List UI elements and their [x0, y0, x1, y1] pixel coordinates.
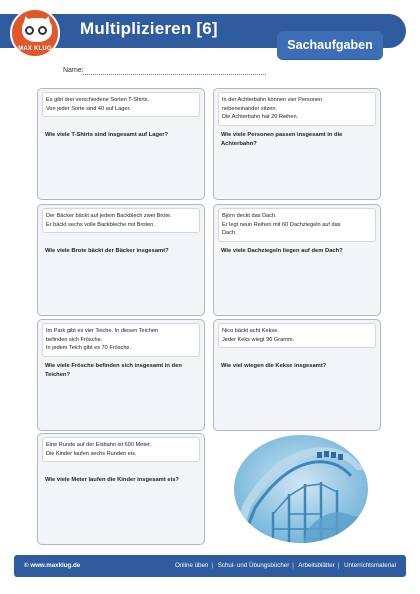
task-question: Wie viele Dachziegeln liegen auf dem Dach?: [221, 248, 343, 254]
task-card-6: [213, 319, 381, 431]
task-text-line: nebeneinander sitzen.: [222, 105, 278, 112]
task-text-line: Die Achterbahn hat 20 Reihen.: [222, 114, 299, 121]
max-klug-logo: [10, 8, 60, 58]
category-badge: Sachaufgaben: [277, 31, 383, 59]
task-text-box: [218, 323, 376, 348]
task-text-line: Nico bäckt acht Kekse.: [222, 328, 279, 334]
task-text-line: Die Kinder laufen sechs Runden eis.: [46, 450, 137, 457]
task-text-line: Der Bäcker bäckt auf jedem Backblech zwei Brote.: [46, 213, 172, 219]
task-card-7: [37, 433, 205, 545]
task-question: Wie viele Meter laufen die Kinder insgesamt eis?: [45, 477, 179, 483]
logo-glasses-right: [38, 26, 47, 35]
task-text-line: Er legt neun Reihen mit 60 Dachziegeln auf das: [222, 221, 341, 228]
task-text-line: Eine Runde auf der Eisbahn ist 600 Meter.: [46, 442, 152, 448]
task-text-line: In jedem Teich gibt es 70 Frösche.: [46, 345, 132, 352]
logo-text: MAX KLUG: [18, 46, 52, 52]
name-input-line[interactable]: [83, 74, 266, 75]
footer-copyright[interactable]: © www.maxklug.de: [24, 562, 81, 569]
task-text-line: Björn deckt das Dach.: [222, 213, 277, 219]
task-question: Wie viel wiegen die Kekse insgesamt?: [221, 363, 327, 369]
task-text-box: [218, 208, 376, 242]
task-text-line: Jeder Keks wiegt 90 Gramm.: [222, 336, 295, 343]
task-text-line: Dach.: [222, 230, 237, 237]
footer-link-worksheets[interactable]: Arbeitsblätter: [298, 562, 335, 569]
page-title: Multiplizieren [6]: [80, 19, 218, 38]
footer-separator: |: [211, 562, 213, 569]
task-card-1: [37, 88, 205, 200]
footer-separator: |: [292, 562, 294, 569]
footer-separator: |: [337, 562, 340, 569]
logo-glasses-left: [25, 26, 34, 35]
task-text-box: [42, 92, 200, 117]
task-question: Wie viele Brote bäckt der Bäcker insgesamt?: [45, 248, 169, 254]
footer-links: [175, 562, 396, 569]
task-question: Wie viele Frösche befinden sich insgesamt in den Teichen?: [45, 363, 182, 378]
task-card-3: [37, 204, 205, 316]
task-question: Wie viele Personen passen insgesamt in die Achterbahn?: [221, 132, 343, 147]
task-text-line: befinden sich Frösche.: [46, 336, 103, 343]
task-card-4: [213, 204, 381, 316]
task-card-5: [37, 319, 205, 431]
footer-link-books[interactable]: Schul- und Übungsbücher: [217, 562, 290, 569]
footer-link-material[interactable]: Unterrichtsmaterial: [344, 562, 396, 569]
task-text-line: In der Achterbahn können vier Personen: [222, 97, 323, 103]
task-text-box: [42, 208, 200, 233]
task-text-box: [42, 437, 200, 462]
footer-bar: [14, 555, 406, 577]
task-text-line: Im Park gibt es vier Teiche. In diesen Teichen: [46, 328, 159, 334]
task-card-2: [213, 88, 381, 200]
footer-link-online[interactable]: Online üben: [175, 562, 209, 569]
roller-coaster-illustration: [233, 434, 369, 544]
name-label: Name:: [63, 67, 84, 74]
task-text-line: Von jeder Sorte sind 40 auf Lager.: [46, 105, 131, 112]
task-text-box: [218, 92, 376, 126]
task-text-box: [42, 323, 200, 357]
task-text-line: Er bäckt sechs volle Backbleche mit Broten.: [46, 221, 155, 228]
task-text-line: Es gibt drei verschiedene Sorten T-Shirts.: [46, 97, 150, 103]
task-question: Wie viele T-Shirts sind insgesamt auf Lager?: [45, 132, 169, 138]
